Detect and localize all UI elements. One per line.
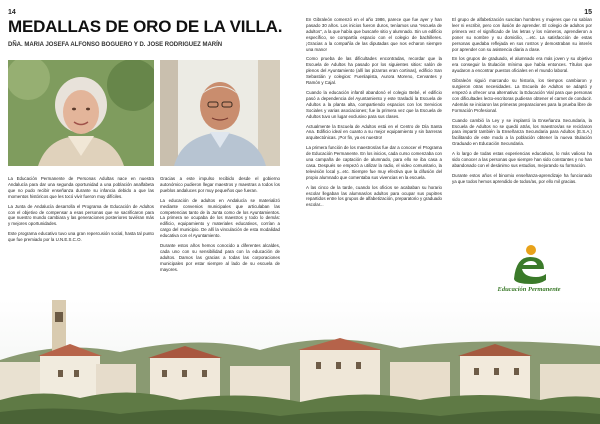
paragraph: Gracias a este impulso recibido desde el gobierno autonómico pudieron llegar maestros y maestras a todos los pueblos andaluces por muy pequeños que fueran. bbox=[160, 176, 280, 193]
text-column-4 bbox=[452, 17, 592, 189]
text-column-2 bbox=[160, 176, 280, 277]
paragraph: A lo largo de todas estas experiencias educativas, lo más valioso ha sido conocer a las personas que siempre han sido constantes y no han abandonado con el desánimo sus estudios, mejorando su formación. bbox=[452, 151, 592, 168]
town-panorama-photo bbox=[0, 300, 600, 424]
paragraph: El grupo de alfabetización suscitan hombres y mujeres que no sabían leer ni escribir, pero con ilusión de aprender. El colegio de adultos por primera vez el significado de las letras y los números, aprendieron a poner su nombre y su domicilio, ...etc. La satisfacción de estas personas quedaba reflejada en sus rostros y demostraban su interés por aprender con su asistencia diaria a clase. bbox=[452, 17, 592, 52]
paragraph: Como prueba de las dificultades encontradas, recordar que la Escuela de Adultos ha pasado por los siguientes sitios: salón de plenos del Ayuntamiento (allí las pizarras eran cortinas), edificio San Sebastián y colegios: Fuenlapista, Aurora Moreno, Cervantes y Ramón y Cajal. bbox=[306, 56, 442, 86]
paragraph: Actualmente la Escuela de Adultos está en el Centro de Día Santa Ana. Edificio ideal en cuanto a su mejor equipamiento y sin barreras arquitectónicas. ¡Por fin, ya es nuestro! bbox=[306, 123, 442, 141]
paragraph: La Junta de Andalucía desarrolla el Programa de Educación de Adultos con el objetivo de compensar a esas personas que se sacrificaron para que nuestro mundo cambiara y las generaciones posteriores tuviéran más y mejores oportunidades. bbox=[8, 203, 154, 227]
paragraph: La Educación Permanente de Personas Adultas nace en nuestra Andalucía para dar una segunda oportunidad a una población analfabeta que no pudo recibir enseñanza durante su infancia debido a que las momentos históricos que les tocó vivir fueron muy difíciles. bbox=[8, 176, 154, 199]
article-title: MEDALLAS DE ORO DE LA VILLA. bbox=[8, 17, 283, 36]
paragraph: Cuando la educación infantil abandonó el colegio Bebé, el edificio pasó a dependencia del Ayuntamiento y este trasladó la Escuela de Adultos a la planta alta, compartiendo espacios con los Servicios Sociales y varias asociaciones; fue la primera vez que la Escuela de Adultos tuvo un lugar exclusivo para sus clases. bbox=[306, 89, 442, 119]
text-column-1 bbox=[8, 176, 154, 247]
paragraph: Gibraleón siguió marcando su historia, los tiempos cambiaron y surgieron otras necesidades. La Escuela de Adultos se adaptó y empezó a ofrecer una alternativa: la Educación Vial para que personas con dificultades lecto-escritoras pudieran obtener el carnet de conducir. Además se iniciaron las primeras preparaciones para la prueba libre de Formación Profesional. bbox=[452, 78, 592, 113]
paragraph: Durante estos años el binomio enseñanza-aprendizaje ha funcionado ya que todos hemos aprendido de todos/as, por ello mil gracias. bbox=[452, 172, 592, 184]
paragraph: En Gibraleón comenzó en el año 1986, parece que fue ayer y han pasado 30 años. Los inicios fueron duros, teníamos una "escuela de adultos", a la que había que buscarle sitio y alumnado. Sin un edificio específico, se compartía espacio con el colegio de bachilleres. ¡Gracias a la compañía de las diputadas que nos echaron siempre una mano! bbox=[306, 17, 442, 52]
article-authors: DÑA. MARIA JOSEFA ALFONSO BOGUERO Y D. JOSE RODRIGUEZ MARÍN bbox=[8, 42, 223, 48]
paragraph: La primera función de los maestros/as fue dar a conocer el Programa de Educación Permanente. En los inicios, cada curso comenzaba con una campaña de captación de alumnado, para ello se iba casa a casa. Después se empezó a utilizar la radio, el video comunitario, la televisión local y...etc. Siempre fue muy efectiva que la difusión del propio alumnado que comentaba sus vivencias en la escuela. bbox=[306, 145, 442, 180]
paragraph: Este programa educativo tuvo una gran repercusión social, hasta tal punto que fue premiado por la U.N.E.S.C.O. bbox=[8, 231, 154, 243]
educacion-permanente-logo bbox=[486, 243, 572, 301]
photo-woman-portrait bbox=[8, 60, 154, 166]
page-number-right: 15 bbox=[584, 9, 592, 16]
paragraph: Cuando cambió la Ley y se implantó la Enseñanza Secundaria, la Escuela de Adultos no se quedó atrás, los maestros/as se reciclaron para impartir también la Enseñanza Secundaria para Adultos (E.S.A.) facilitando de este modo a la población obtener la nueva titulación Graduado en Educación Secundaria. bbox=[452, 117, 592, 147]
paragraph: A las cinco de la tarde, cuando los oficios se acababan su horario escolar llegaban las alumnas/os adultos para ocupar sus pupitres repartidos entre los grupos de alfabetización, preparatorio y graduado escolar... bbox=[306, 184, 442, 208]
logo-text: Educación Permanente bbox=[497, 286, 561, 293]
photo-man-portrait bbox=[160, 60, 280, 166]
paragraph: La educación de adultos en Andalucía se materializó mediante convenios municipales que articulaban las competencias tanto de la Junta como de los Ayuntamientos. La primera se ocupaba de los maestros y todo lo demás: edificio, equipamiento y materiales educativos, corrían a cargo del municipio. De allí la vinculación de esta modalidad educativa con el Ayuntamiento. bbox=[160, 197, 280, 239]
text-column-3 bbox=[306, 17, 442, 212]
logo-mark-icon bbox=[486, 243, 572, 287]
page-number-left: 14 bbox=[8, 9, 16, 16]
paragraph: Durante estos años hemos conocido a diferentes alcaldes, cada uno con su sensibilidad para con la educación de adultos. Damos las gracias a todas las corporaciones municipales por estar siempre al lado de su escuela de mayores. bbox=[160, 243, 280, 272]
paragraph: En los grupos de graduado, el alumnado era más joven y su objetivo era conseguir la titulación mínima que había entonces. Títulos que ayudaron a encontrar puestos oficiales en el mundo laboral. bbox=[452, 56, 592, 74]
